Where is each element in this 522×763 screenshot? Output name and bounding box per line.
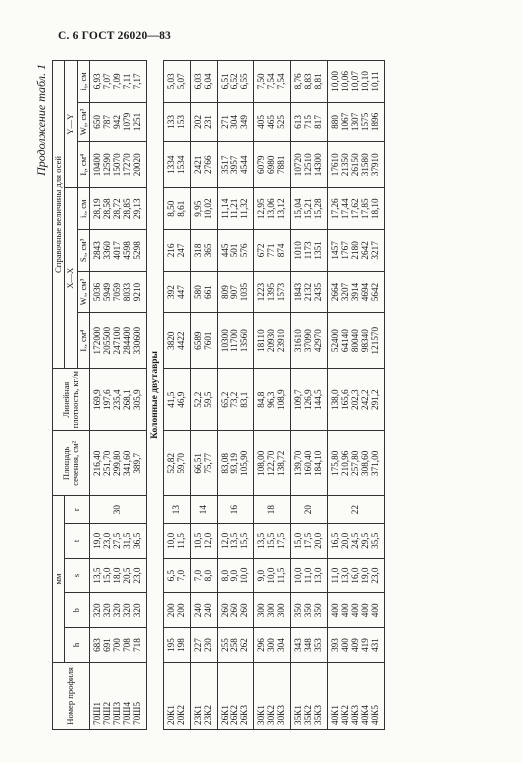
cell-den: 169,9 197,6 235,4 268,1 305,9 (89, 368, 146, 431)
cell-num: 30К1 30К2 30К3 (254, 662, 291, 729)
table-row (254, 61, 291, 730)
cell-h: 683 691 700 708 718 (89, 628, 146, 663)
table-subheading-section (146, 61, 163, 730)
cell-num: 70Ш1 70Ш2 70Ш3 70Ш4 70Ш5 (89, 662, 146, 729)
cell-ix: 12,95 13,06 13,12 (254, 188, 291, 230)
cell-b: 300 300 300 (254, 593, 291, 628)
cell-area: 108,00 122,70 138,72 (254, 431, 291, 496)
header-r: r (65, 496, 90, 524)
cell-r: 22 (327, 496, 384, 524)
header-iy: iᵧ, см (77, 61, 89, 103)
cell-Wx: 809 907 1035 (217, 271, 254, 313)
cell-Iy: 2421 2766 (190, 142, 217, 188)
header-number: Номер профиля (53, 662, 90, 729)
cell-Iy: 6079 6980 7881 (254, 142, 291, 188)
header-Ix: Iₓ, см⁴ (77, 313, 89, 369)
cell-Wx: 580 661 (190, 271, 217, 313)
cell-den: 109,7 126,9 144,5 (291, 368, 328, 431)
cell-s: 13,5 15,0 18,0 20,5 23,0 (89, 558, 146, 593)
subheading-column-beams: Колонные двутавры (146, 61, 163, 730)
cell-Sx: 672 771 874 (254, 230, 291, 272)
cell-Ix: 172000 205500 247100 284400 330600 (89, 313, 146, 369)
cell-s: 10,0 11,0 13,0 (291, 558, 328, 593)
cell-r: 13 (163, 496, 190, 524)
cell-Sx: 2843 3360 4017 4598 5298 (89, 230, 146, 272)
cell-den: 65,2 73,2 83,1 (217, 368, 254, 431)
cell-Wx: 1223 1395 1573 (254, 271, 291, 313)
header-b: b (65, 593, 90, 628)
cell-Ix: 10300 11700 13560 (217, 313, 254, 369)
cell-num: 35К1 35К2 35К3 (291, 662, 328, 729)
table-row (327, 61, 384, 730)
cell-Iy: 3517 3957 4544 (217, 142, 254, 188)
cell-num: 23К1 23К2 (190, 662, 217, 729)
cell-Ix: 3820 4422 (163, 313, 190, 369)
cell-r: 14 (190, 496, 217, 524)
cell-Iy: 1334 1534 (163, 142, 190, 188)
cell-r: 30 (89, 496, 146, 524)
cell-r: 16 (217, 496, 254, 524)
cell-Iy: 17610 21350 26150 31580 37910 (327, 142, 384, 188)
cell-Ix: 31610 37090 42970 (291, 313, 328, 369)
cell-Wy: 880 1067 1307 1575 1896 (327, 102, 384, 141)
cell-area: 66,51 75,77 (190, 431, 217, 496)
cell-den: 138,0 165,6 202,3 242,2 291,2 (327, 368, 384, 431)
cell-t: 19,0 23,0 27,5 31,5 36,5 (89, 524, 146, 559)
page-header: С. 6 ГОСТ 26020—83 (58, 30, 171, 42)
cell-Wx: 5036 5949 7059 8033 9210 (89, 271, 146, 313)
cell-Sx: 216 247 (163, 230, 190, 272)
cell-t: 12,0 13,5 15,5 (217, 524, 254, 559)
cell-iy: 8,76 8,83 8,81 (291, 61, 328, 103)
cell-b: 400 400 400 400 400 (327, 593, 384, 628)
cell-r: 20 (291, 496, 328, 524)
cell-Wy: 133 153 (163, 102, 190, 141)
cell-Iy: 10720 12510 14300 (291, 142, 328, 188)
cell-iy: 6,93 7,07 7,09 7,11 7,17 (89, 61, 146, 103)
table-body-column-beams (163, 61, 384, 730)
header-s: s (65, 558, 90, 593)
header-density: Линейная плотность, кг/м (53, 368, 90, 431)
header-reference: Справочные величины для осей (53, 61, 65, 369)
cell-den: 52,2 59,5 (190, 368, 217, 431)
table-row (190, 61, 217, 730)
cell-t: 13,5 15,5 17,5 (254, 524, 291, 559)
cell-Wx: 1843 2132 2435 (291, 271, 328, 313)
table-body-wide-flange (89, 61, 146, 730)
header-h: h (65, 628, 90, 663)
cell-Wy: 650 787 942 1079 1251 (89, 102, 146, 141)
cell-Wy: 613 715 817 (291, 102, 328, 141)
cell-t: 10,5 12,0 (190, 524, 217, 559)
cell-iy: 5,03 5,07 (163, 61, 190, 103)
cell-h: 343 348 353 (291, 628, 328, 663)
cell-Sx: 318 365 (190, 230, 217, 272)
header-Wx: Wₓ, см³ (77, 271, 89, 313)
cell-area: 83,08 93,19 105,90 (217, 431, 254, 496)
cell-ix: 9,95 10,02 (190, 188, 217, 230)
cell-iy: 10,00 10,06 10,07 10,10 10,11 (327, 61, 384, 103)
profile-table (52, 60, 385, 730)
cell-ix: 11,14 11,21 11,32 (217, 188, 254, 230)
header-axis-xx: X—X (65, 188, 77, 369)
cell-r: 18 (254, 496, 291, 524)
rotated-table-area (34, 60, 500, 730)
cell-Ix: 52400 64140 80040 98340 121570 (327, 313, 384, 369)
cell-b: 260 260 260 (217, 593, 254, 628)
cell-iy: 7,50 7,54 7,54 (254, 61, 291, 103)
cell-den: 41,5 46,9 (163, 368, 190, 431)
cell-area: 52,82 59,70 (163, 431, 190, 496)
cell-h: 255 258 262 (217, 628, 254, 663)
header-t: t (65, 524, 90, 559)
table-row (291, 61, 328, 730)
cell-h: 393 400 409 419 431 (327, 628, 384, 663)
cell-s: 8,0 9,0 10,0 (217, 558, 254, 593)
cell-b: 350 350 350 (291, 593, 328, 628)
cell-Ix: 18110 20930 23910 (254, 313, 291, 369)
cell-ix: 28,19 28,58 28,72 28,85 29,13 (89, 188, 146, 230)
cell-area: 139,70 160,40 184,10 (291, 431, 328, 496)
header-mm: мм (53, 496, 65, 663)
cell-Wy: 405 465 525 (254, 102, 291, 141)
cell-area: 216,40 251,70 299,80 341,60 389,7 (89, 431, 146, 496)
cell-s: 7,0 8,0 (190, 558, 217, 593)
cell-Sx: 1010 1173 1351 (291, 230, 328, 272)
cell-ix: 8,50 8,61 (163, 188, 190, 230)
cell-Wx: 392 447 (163, 271, 190, 313)
cell-Sx: 1457 1767 2180 2642 3217 (327, 230, 384, 272)
cell-Wy: 202 231 (190, 102, 217, 141)
cell-t: 16,5 20,0 24,5 29,5 35,5 (327, 524, 384, 559)
cell-Sx: 445 501 576 (217, 230, 254, 272)
table-row (89, 61, 146, 730)
cell-b: 240 240 (190, 593, 217, 628)
cell-num: 20К1 20К2 (163, 662, 190, 729)
cell-Iy: 10400 12590 15070 17270 20020 (89, 142, 146, 188)
cell-h: 195 198 (163, 628, 190, 663)
cell-s: 6,5 7,0 (163, 558, 190, 593)
header-Iy: Iᵧ, см⁴ (77, 142, 89, 188)
cell-den: 84,8 96,3 108,9 (254, 368, 291, 431)
cell-num: 40К1 40К2 40К3 40К4 40К5 (327, 662, 384, 729)
cell-Wx: 2664 3207 3914 4694 5642 (327, 271, 384, 313)
cell-s: 11,0 13,0 16,0 19,0 23,0 (327, 558, 384, 593)
cell-h: 296 300 304 (254, 628, 291, 663)
cell-num: 26К1 26К2 26К3 (217, 662, 254, 729)
cell-s: 9,0 10,0 11,5 (254, 558, 291, 593)
header-Wy: Wᵧ, см³ (77, 102, 89, 141)
table-row (217, 61, 254, 730)
cell-iy: 6,03 6,04 (190, 61, 217, 103)
cell-b: 200 200 (163, 593, 190, 628)
cell-t: 15,0 17,5 20,0 (291, 524, 328, 559)
cell-t: 10,0 11,5 (163, 524, 190, 559)
cell-Wy: 271 304 349 (217, 102, 254, 141)
cell-ix: 17,26 17,44 17,62 17,85 18,10 (327, 188, 384, 230)
table-row (163, 61, 190, 730)
header-ix: iₓ, см (77, 188, 89, 230)
cell-Ix: 6589 7601 (190, 313, 217, 369)
cell-h: 227 230 (190, 628, 217, 663)
cell-ix: 15,04 15,21 15,28 (291, 188, 328, 230)
continuation-label: Продолжение табл. 1 (34, 64, 48, 176)
header-area: Площадь сечения, см² (53, 431, 90, 496)
cell-iy: 6,51 6,52 6,55 (217, 61, 254, 103)
header-axis-yy: Y—Y (65, 61, 77, 188)
cell-area: 175,80 210,96 257,80 308,60 371,00 (327, 431, 384, 496)
header-Sx: Sₓ, см³ (77, 230, 89, 272)
cell-b: 320 320 320 320 320 (89, 593, 146, 628)
